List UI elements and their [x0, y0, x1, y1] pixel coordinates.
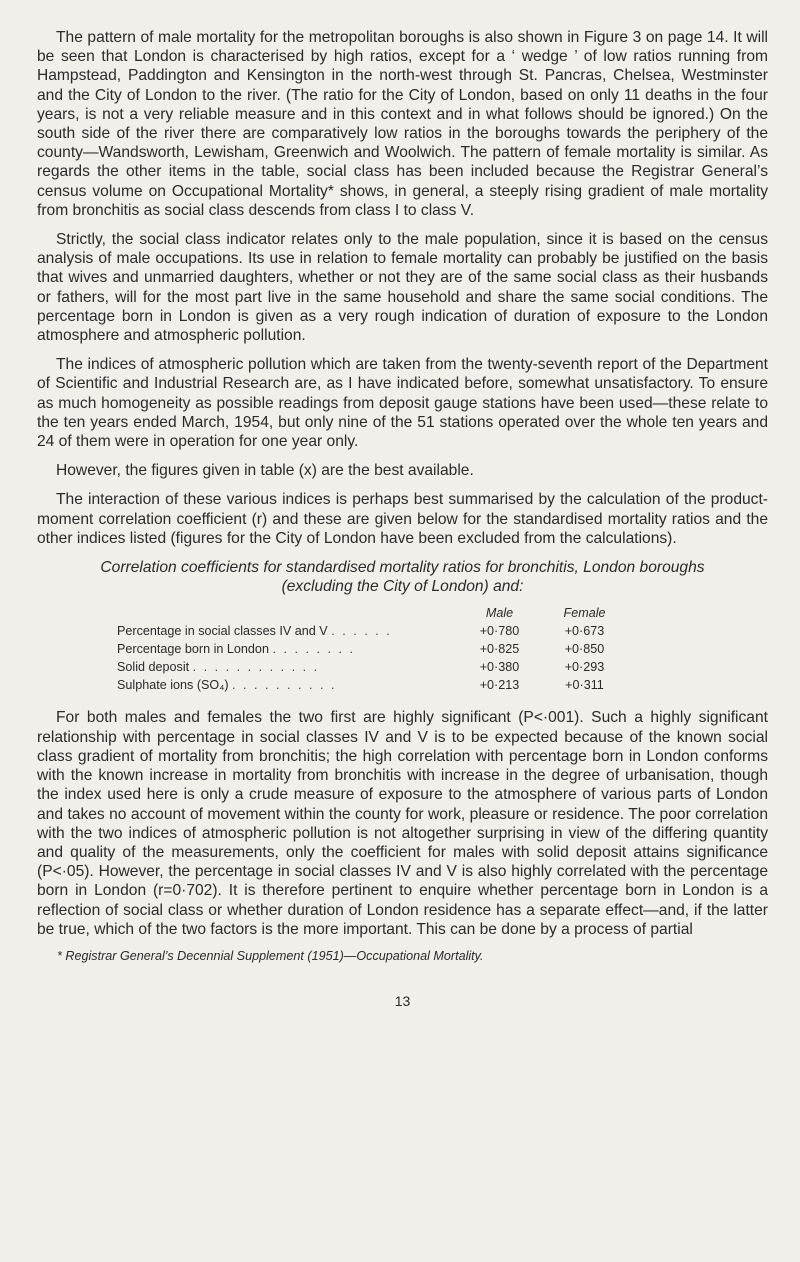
table-row: [117, 676, 627, 694]
male-value: +0·780: [479, 624, 520, 639]
caption-line-1: Correlation coefficients for standardised mortality ratios for bronchitis, London boroughs: [100, 559, 705, 577]
row-label: Solid deposit: [117, 660, 190, 675]
table-caption: [37, 558, 768, 596]
male-value: +0·825: [479, 642, 520, 657]
paragraph-5: The interaction of these various indices is perhaps best summarised by the calculation of the product-moment correlation coefficient (r) and these are given below for the standardised mortality ratios and the other indices listed (figures for the City of London have been excluded from the calculations).: [37, 491, 768, 547]
leader-dots: . . . . . .: [331, 624, 392, 639]
paragraph-4: However, the figures given in table (x) are the best available.: [56, 462, 474, 480]
male-value: +0·213: [479, 678, 520, 693]
header-female: Female: [563, 606, 606, 621]
table-header-row: [117, 604, 627, 622]
paragraph-3: The indices of atmospheric pollution which are taken from the twenty-seventh report of the Department of Scientific and Industrial Research are, as I have indicated before, somewhat unsatisfactory. To ensure as much homogeneity as possible readings from deposit gauge stations have been used—these relate to the ten years ended March, 1954, but only nine of the 51 stations operated over the whole ten years and 24 of them were in operation for one year only.: [37, 356, 768, 451]
leader-dots: . . . . . . . . . . . .: [192, 660, 320, 675]
female-value: +0·850: [564, 642, 605, 657]
table-row: [117, 622, 627, 640]
leader-dots: . . . . . . . . . .: [232, 678, 337, 693]
male-value: +0·380: [479, 660, 520, 675]
paragraph-2: Strictly, the social class indicator relates only to the male population, since it is based on the census analysis of male occupations. Its use in relation to female mortality can probably be justified on the basis that wives and unmarried daughters, whether or not they are of the same social class as their husbands or fathers, will for the most part live in the same household and share the same social conditions. The percentage born in London is given as a very rough indication of duration of exposure to the London atmosphere and atmospheric pollution.: [37, 231, 768, 345]
document-page: [37, 28, 768, 1009]
row-label: Percentage born in London: [117, 642, 269, 657]
paragraph-1: The pattern of male mortality for the metropolitan boroughs is also shown in Figure 3 on page 14. It will be seen that London is characterised by high ratios, except for a ‘ wedge ’ of low ratios running from Hampstead, Paddington and Kensington in the north-west through St. Pancras, Chelsea, Westminster and the City of London to the river. (The ratio for the City of London, based on only 11 deaths in the four years, is not a very reliable measure and in this context and in what follows should be ignored.) On the south side of the river there are comparatively low ratios in the boroughs towards the periphery of the county—Wandsworth, Lewisham, Greenwich and Woolwich. The pattern of female mortality is similar. As regards the other items in the table, social class has been included because the Registrar General’s census volume on Occupational Mortality* shows, in general, a steeply rising gradient of male mortality from bronchitis as social class descends from class I to class V.: [37, 29, 768, 219]
caption-line-2: (excluding the City of London) and:: [281, 578, 524, 596]
page-number: 13: [394, 992, 411, 1009]
paragraph-closing: For both males and females the two first are highly significant (P<·001). Such a highly significant relationship with percentage in social classes IV and V is to be expected because of the known social class gradient of mortality from bronchitis; the high correlation with percentage born in London conforms with the known increase in mortality from bronchitis with increase in the degree of urbanisation, though the index used here is only a crude measure of exposure to the atmosphere of various parts of London and takes no account of movement within the county for work, pleasure or residence. The poor correlation with the two indices of atmospheric pollution is not altogether surprising in view of the differing quantity and quality of the measurements, only the coefficient for males with solid deposit attains significance (P<·05). However, the percentage in social classes IV and V is also highly correlated with the percentage born in London (r=0·702). It is therefore pertinent to enquire whether percentage born in London is a reflection of social class or whether duration of London residence has a separate effect—and, if the latter be true, which of the two factors is the more important. This can be done by a process of partial: [37, 709, 768, 938]
row-label: Percentage in social classes IV and V: [117, 624, 328, 639]
leader-dots: . . . . . . . .: [272, 642, 355, 657]
table-row: [117, 640, 627, 658]
correlation-table: [117, 604, 627, 694]
table-row: [117, 658, 627, 676]
footnote: * Registrar General’s Decennial Supplement (1951)—Occupational Mortality.: [57, 948, 484, 963]
header-male: Male: [485, 606, 514, 621]
female-value: +0·293: [564, 660, 605, 675]
row-label: Sulphate ions (SO₄): [117, 678, 229, 693]
female-value: +0·673: [564, 624, 605, 639]
female-value: +0·311: [565, 678, 604, 693]
